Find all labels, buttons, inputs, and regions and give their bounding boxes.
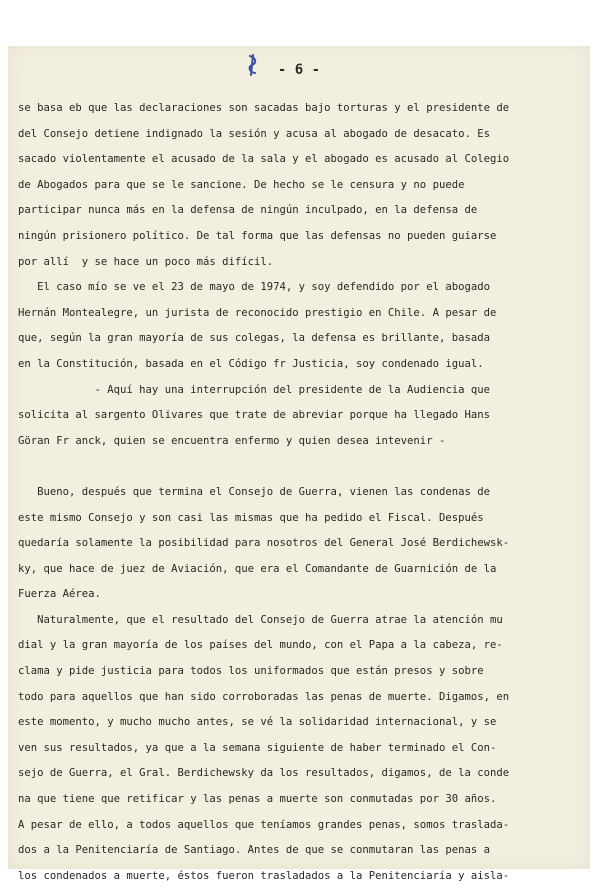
paragraph	[18, 275, 590, 377]
paragraph	[18, 480, 590, 608]
text-line: dial y la gran mayoría de los países del mundo, con el Papa a la cabeza, re-	[18, 639, 503, 652]
text-line: El caso mío se ve el 23 de mayo de 1974, y soy defendido por el abogado	[18, 281, 490, 294]
text-line: que, según la gran mayoría de sus colegas, la defensa es brillante, basada	[18, 332, 490, 345]
text-line: Bueno, después que termina el Consejo de Guerra, vienen las condenas de	[18, 485, 490, 498]
text-line: ky, que hace de juez de Aviación, que era el Comandante de Guarnición de la	[18, 562, 497, 575]
text-line: sacado violentamente el acusado de la sala y el abogado es acusado al Colegio	[18, 153, 510, 166]
text-line: Hernán Montealegre, un jurista de reconocido prestigio en Chile. A pesar de	[18, 306, 497, 319]
text-line: sejo de Guerra, el Gral. Berdichewsky da los resultados, digamos, de la conde	[18, 767, 510, 780]
paragraph	[18, 96, 590, 275]
text-line: na que tiene que retificar y las penas a muerte son conmutadas por 30 años.	[18, 793, 497, 806]
text-line: se basa eb que las declaraciones son sacadas bajo torturas y el presidente de	[18, 102, 510, 114]
text-line: de Abogados para que se le sancione. De hecho se le censura y no puede	[18, 178, 465, 191]
paragraph-gap	[18, 454, 590, 480]
text-line: Fuerza Aérea.	[18, 588, 101, 601]
text-line: en la Constitución, basada en el Código fr Justicia, soy condenado igual.	[18, 357, 484, 370]
text-line: ningún prisionero político. De tal forma que las defensas no pueden guiarse	[18, 229, 497, 242]
paragraph	[18, 608, 590, 889]
text-line: los condenados a muerte, éstos fueron trasladados a la Penitenciaría y aisla-	[18, 869, 510, 882]
page-number: - 6 -	[277, 62, 321, 78]
text-line: solicita al sargento Olivares que trate de abreviar porque ha llegado Hans	[18, 409, 490, 422]
text-line: este momento, y mucho mucho antes, se vé la solidaridad internacional, y se	[18, 716, 497, 729]
text-line: A pesar de ello, a todos aquellos que teníamos grandes penas, somos traslada-	[18, 818, 510, 831]
typewritten-body	[18, 96, 590, 889]
text-line: clama y pide justicia para todos los uniformados que están presos y sobre	[18, 665, 484, 678]
text-line: este mismo Consejo y son casi las mismas que ha pedido el Fiscal. Después	[18, 511, 484, 524]
text-line: Naturalmente, que el resultado del Consejo de Guerra atrae la atención mu	[18, 613, 503, 626]
text-line: todo para aquellos que han sido corroboradas las penas de muerte. Digamos, en	[18, 690, 510, 703]
text-line: ven sus resultados, ya que a la semana siguiente de haber terminado el Con-	[18, 741, 497, 754]
text-line: quedaría solamente la posibilidad para nosotros del General José Berdichewsk-	[18, 537, 510, 550]
document-page	[8, 46, 590, 882]
text-line: por allí y se hace un poco más difícil.	[18, 255, 274, 268]
text-line: - Aquí hay una interrupción del presidente de la Audiencia que	[18, 383, 490, 396]
text-line: del Consejo detiene indignado la sesión y acusa al abogado de desacato. Es	[18, 127, 490, 140]
text-line: participar nunca más en la defensa de ningún inculpado, en la defensa de	[18, 204, 478, 217]
paragraph	[18, 378, 590, 455]
text-line: Göran Fr anck, quien se encuentra enfermo y quien desea intevenir -	[18, 434, 446, 447]
text-line: dos a la Penitenciaría de Santiago. Antes de que se conmutaran las penas a	[18, 844, 490, 857]
